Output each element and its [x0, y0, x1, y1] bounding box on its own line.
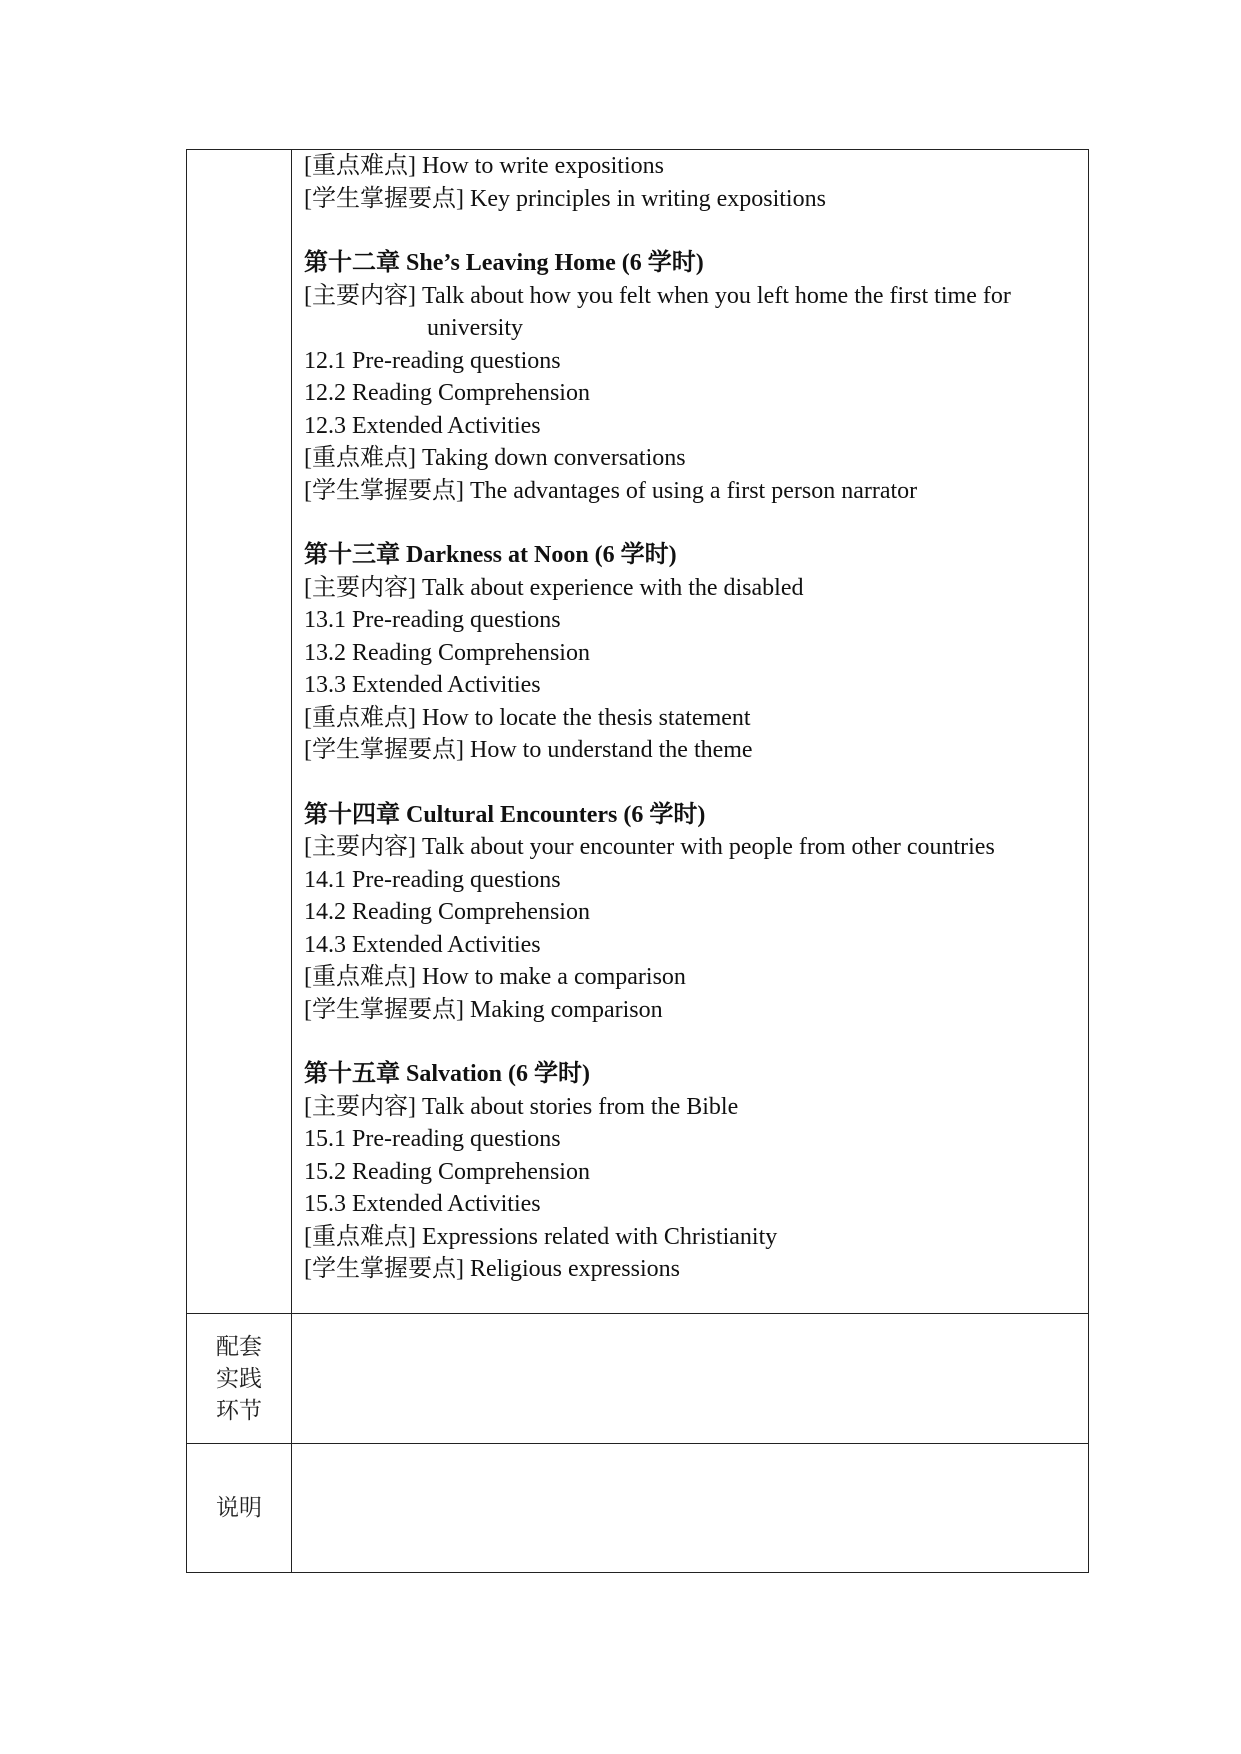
- section-item: 12.3 Extended Activities: [304, 412, 541, 439]
- section-item: 13.1 Pre-reading questions: [304, 607, 561, 633]
- chapters-cell: [292, 150, 1089, 1314]
- practice-label-cell: [187, 1314, 292, 1444]
- section-item: 13.3 Extended Activities: [304, 672, 541, 698]
- chapter-title: 第十五章 Salvation (6 学时): [304, 1061, 591, 1087]
- chapter-title: 第十四章 Cultural Encounters (6 学时): [304, 801, 706, 828]
- practice-label: 配套 实践 环节: [216, 1333, 262, 1424]
- syllabus-table: [186, 149, 1089, 1573]
- chapter-main-content: [主要内容] Talk about your encounter with people from other countries: [304, 834, 995, 860]
- chapter-15: [304, 1058, 1078, 1286]
- chapter-13: [304, 539, 1078, 767]
- chapter-title: 第十三章 Darkness at Noon (6 学时): [304, 542, 677, 568]
- chapter-main-content: [主要内容] Talk about stories from the Bible: [304, 1093, 739, 1120]
- chapter-difficulty: [重点难点] How to make a comparison: [304, 964, 686, 990]
- chapter-14: [304, 799, 1078, 1027]
- section-item: 13.2 Reading Comprehension: [304, 639, 590, 666]
- practice-content-cell: [292, 1314, 1089, 1444]
- chapter-title: 第十二章 She’s Leaving Home (6 学时): [304, 250, 704, 276]
- practice-row: [187, 1314, 1089, 1444]
- chapter-main-content-continued: university: [427, 315, 523, 341]
- chapter-key-points: [学生掌握要点] Making comparison: [304, 996, 663, 1023]
- notes-content-cell: [292, 1444, 1089, 1573]
- section-item: 14.2 Reading Comprehension: [304, 899, 590, 925]
- chapter-difficulty: [重点难点] Taking down conversations: [304, 445, 686, 471]
- notes-label-cell: [187, 1444, 292, 1573]
- section-item: 12.1 Pre-reading questions: [304, 347, 561, 374]
- chapter-difficulty: [重点难点] How to locate the thesis statement: [304, 704, 751, 731]
- chapter-main-content: [主要内容] Talk about experience with the disabled: [304, 574, 804, 601]
- content-left-cell: [187, 150, 292, 1314]
- section-item: 14.1 Pre-reading questions: [304, 866, 561, 893]
- chapter-key-points: [学生掌握要点] The advantages of using a first person narrator: [304, 477, 918, 504]
- section-item: 15.2 Reading Comprehension: [304, 1158, 590, 1185]
- chapter-key-points: [学生掌握要点] Religious expressions: [304, 1256, 680, 1282]
- chapter-main-content: [主要内容] Talk about how you felt when you left home the first time for: [304, 282, 1011, 309]
- section-item: 15.1 Pre-reading questions: [304, 1126, 561, 1152]
- section-item: 15.3 Extended Activities: [304, 1191, 541, 1217]
- continuation-difficulty: [重点难点] How to write expositions: [304, 153, 664, 179]
- chapter-12: [304, 247, 1078, 507]
- section-item: 14.3 Extended Activities: [304, 931, 541, 958]
- chapter-difficulty: [重点难点] Expressions related with Christianity: [304, 1223, 778, 1250]
- section-item: 12.2 Reading Comprehension: [304, 380, 590, 406]
- chapter-key-points: [学生掌握要点] How to understand the theme: [304, 737, 753, 763]
- notes-label: 说明: [216, 1495, 262, 1521]
- content-row: [187, 150, 1089, 1314]
- notes-row: [187, 1444, 1089, 1573]
- continuation-key-points: [学生掌握要点] Key principles in writing expositions: [304, 185, 826, 212]
